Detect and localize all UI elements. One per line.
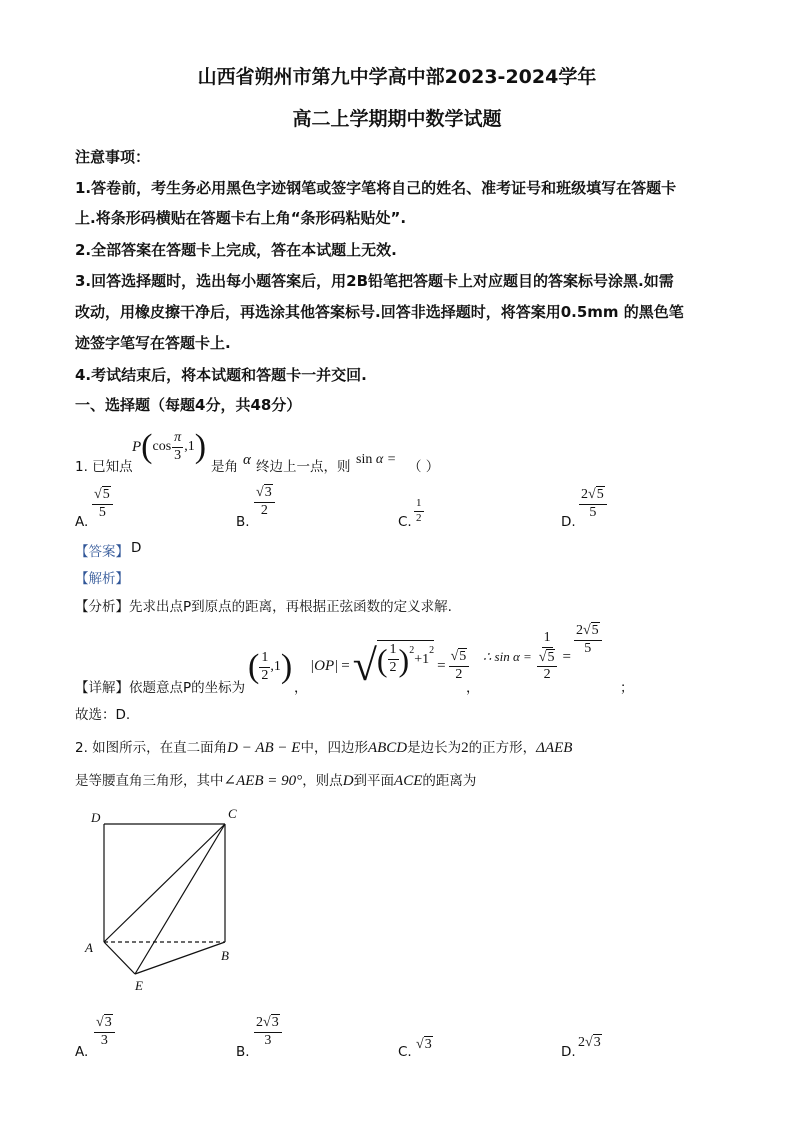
- q1-option-b-letter: B.: [236, 514, 250, 530]
- q1-suffix: 终边上一点，则: [256, 459, 351, 475]
- q2-option-b: $\frac{2√3}{3}$: [254, 1016, 282, 1048]
- label-B: B: [221, 948, 229, 963]
- q1-detail-line: [75, 676, 245, 696]
- note-3c: 迹签字笔写在答题卡上.: [75, 334, 231, 352]
- q1-option-c: $\frac{1}{2}$: [416, 497, 422, 524]
- label-D: D: [91, 810, 101, 825]
- label-A: A: [85, 940, 93, 955]
- q1-point-expression: P ( cos $\frac{\pi}{3}$ ,1 ): [132, 428, 207, 465]
- label-C: C: [228, 806, 237, 821]
- note-1a: 1.答卷前，考生务必用黑色字迹钢笔或签字笔将自己的姓名、准考证号和班级填写在答题卡: [75, 179, 677, 197]
- q1-option-a-letter: A.: [75, 514, 89, 530]
- q1-cos: cos: [152, 439, 172, 454]
- section-heading: 一、选择题（每题4分，共48分）: [75, 396, 302, 414]
- q1-option-d: $\frac{2√5}{5}$: [579, 488, 607, 520]
- edge-EB: [135, 942, 225, 974]
- q1-sin-result: ∴ sin α = $\frac{1}{\frac{√5}{2}}$ = $\frac{2√5}{5}$: [483, 624, 602, 690]
- notes-heading: 注意事项：: [75, 148, 151, 166]
- q1-analysis-tag: 【解析】: [75, 571, 129, 587]
- q2-option-b-letter: B.: [236, 1044, 250, 1060]
- note-3b: 改动，用橡皮擦干净后，再选涂其他答案标号.回答非选择题时，将答案用0.5mm 的黑色笔: [75, 303, 684, 321]
- q2-line1: 2. 如图所示，在直二面角D − AB − E中，四边形ABCD是边长为2的正方形，ΔAEB: [75, 740, 573, 756]
- q1-option-c-letter: C.: [398, 514, 412, 530]
- q1-option-d-letter: D.: [561, 514, 576, 530]
- q1-answer: D: [131, 540, 142, 556]
- q1-comma-1: ，: [294, 680, 308, 696]
- q1-blank: （ ）: [408, 459, 440, 475]
- q1-conclusion: 故选：D.: [75, 707, 131, 723]
- q1-semicolon: ；: [620, 680, 634, 696]
- q2-line2: 是等腰直角三角形，其中∠AEB = 90°，则点D到平面ACE的距离为: [75, 773, 477, 789]
- q1-comma-2: ，: [466, 680, 480, 696]
- q2-option-a: $\frac{√3}{3}$: [94, 1016, 115, 1048]
- q1-alpha: α: [243, 452, 251, 468]
- note-1b: 上.将条形码横贴在答题卡右上角“条形码粘贴处”.: [75, 209, 407, 227]
- q2-option-c-letter: C.: [398, 1044, 412, 1060]
- q1-answer-tag: 【答案】: [75, 544, 129, 560]
- q2-option-a-letter: A.: [75, 1044, 89, 1060]
- q1-prefix: 1. 已知点: [75, 459, 133, 475]
- note-3a: 3.回答选择题时，选出每小题答案后，用2B铅笔把答题卡上对应题目的答案标号涂黑.如需: [75, 272, 674, 290]
- q2-figure: [80, 800, 260, 1000]
- q1-fenxi-line: [75, 595, 452, 615]
- label-E: E: [135, 978, 143, 993]
- q1-middle: 是角: [211, 459, 238, 475]
- q1-option-a: $\frac{√5}{5}$: [92, 488, 113, 520]
- note-4: 4.考试结束后，将本试题和答题卡一并交回.: [75, 366, 367, 384]
- q1-option-b: $\frac{√3}{2}$: [254, 486, 275, 518]
- q1-coord-expr: ( $\frac{1}{2}$ ,1 ): [248, 648, 293, 685]
- q2-option-d: 2√3: [578, 1035, 601, 1050]
- edge-AE: [104, 942, 135, 974]
- q1-sin-expr: sin α =: [356, 452, 397, 467]
- q1-fenxi-tag: 【分析】: [75, 599, 129, 615]
- q2-option-d-letter: D.: [561, 1044, 576, 1060]
- exam-title-line2: 高二上学期期中数学试题: [292, 108, 502, 130]
- q2-option-c: √3: [416, 1037, 432, 1052]
- q1-detail-tag: 【详解】: [75, 680, 129, 696]
- q1-op-expr: |OP| = √ ( $\frac{1}{2}$ ) 2 +1 2 = $\frac{√5}{2}$: [310, 638, 469, 694]
- exam-title-line1: 山西省朔州市第九中学高中部2023-2024学年: [197, 66, 597, 88]
- q1-point-label: P: [132, 438, 142, 455]
- q1-fenxi-text: 先求出点P到原点的距离，再根据正弦函数的定义求解.: [129, 599, 452, 615]
- q1-detail-text: 依题意点P的坐标为: [129, 680, 246, 696]
- note-2: 2.全部答案在答题卡上完成，答在本试题上无效.: [75, 241, 397, 259]
